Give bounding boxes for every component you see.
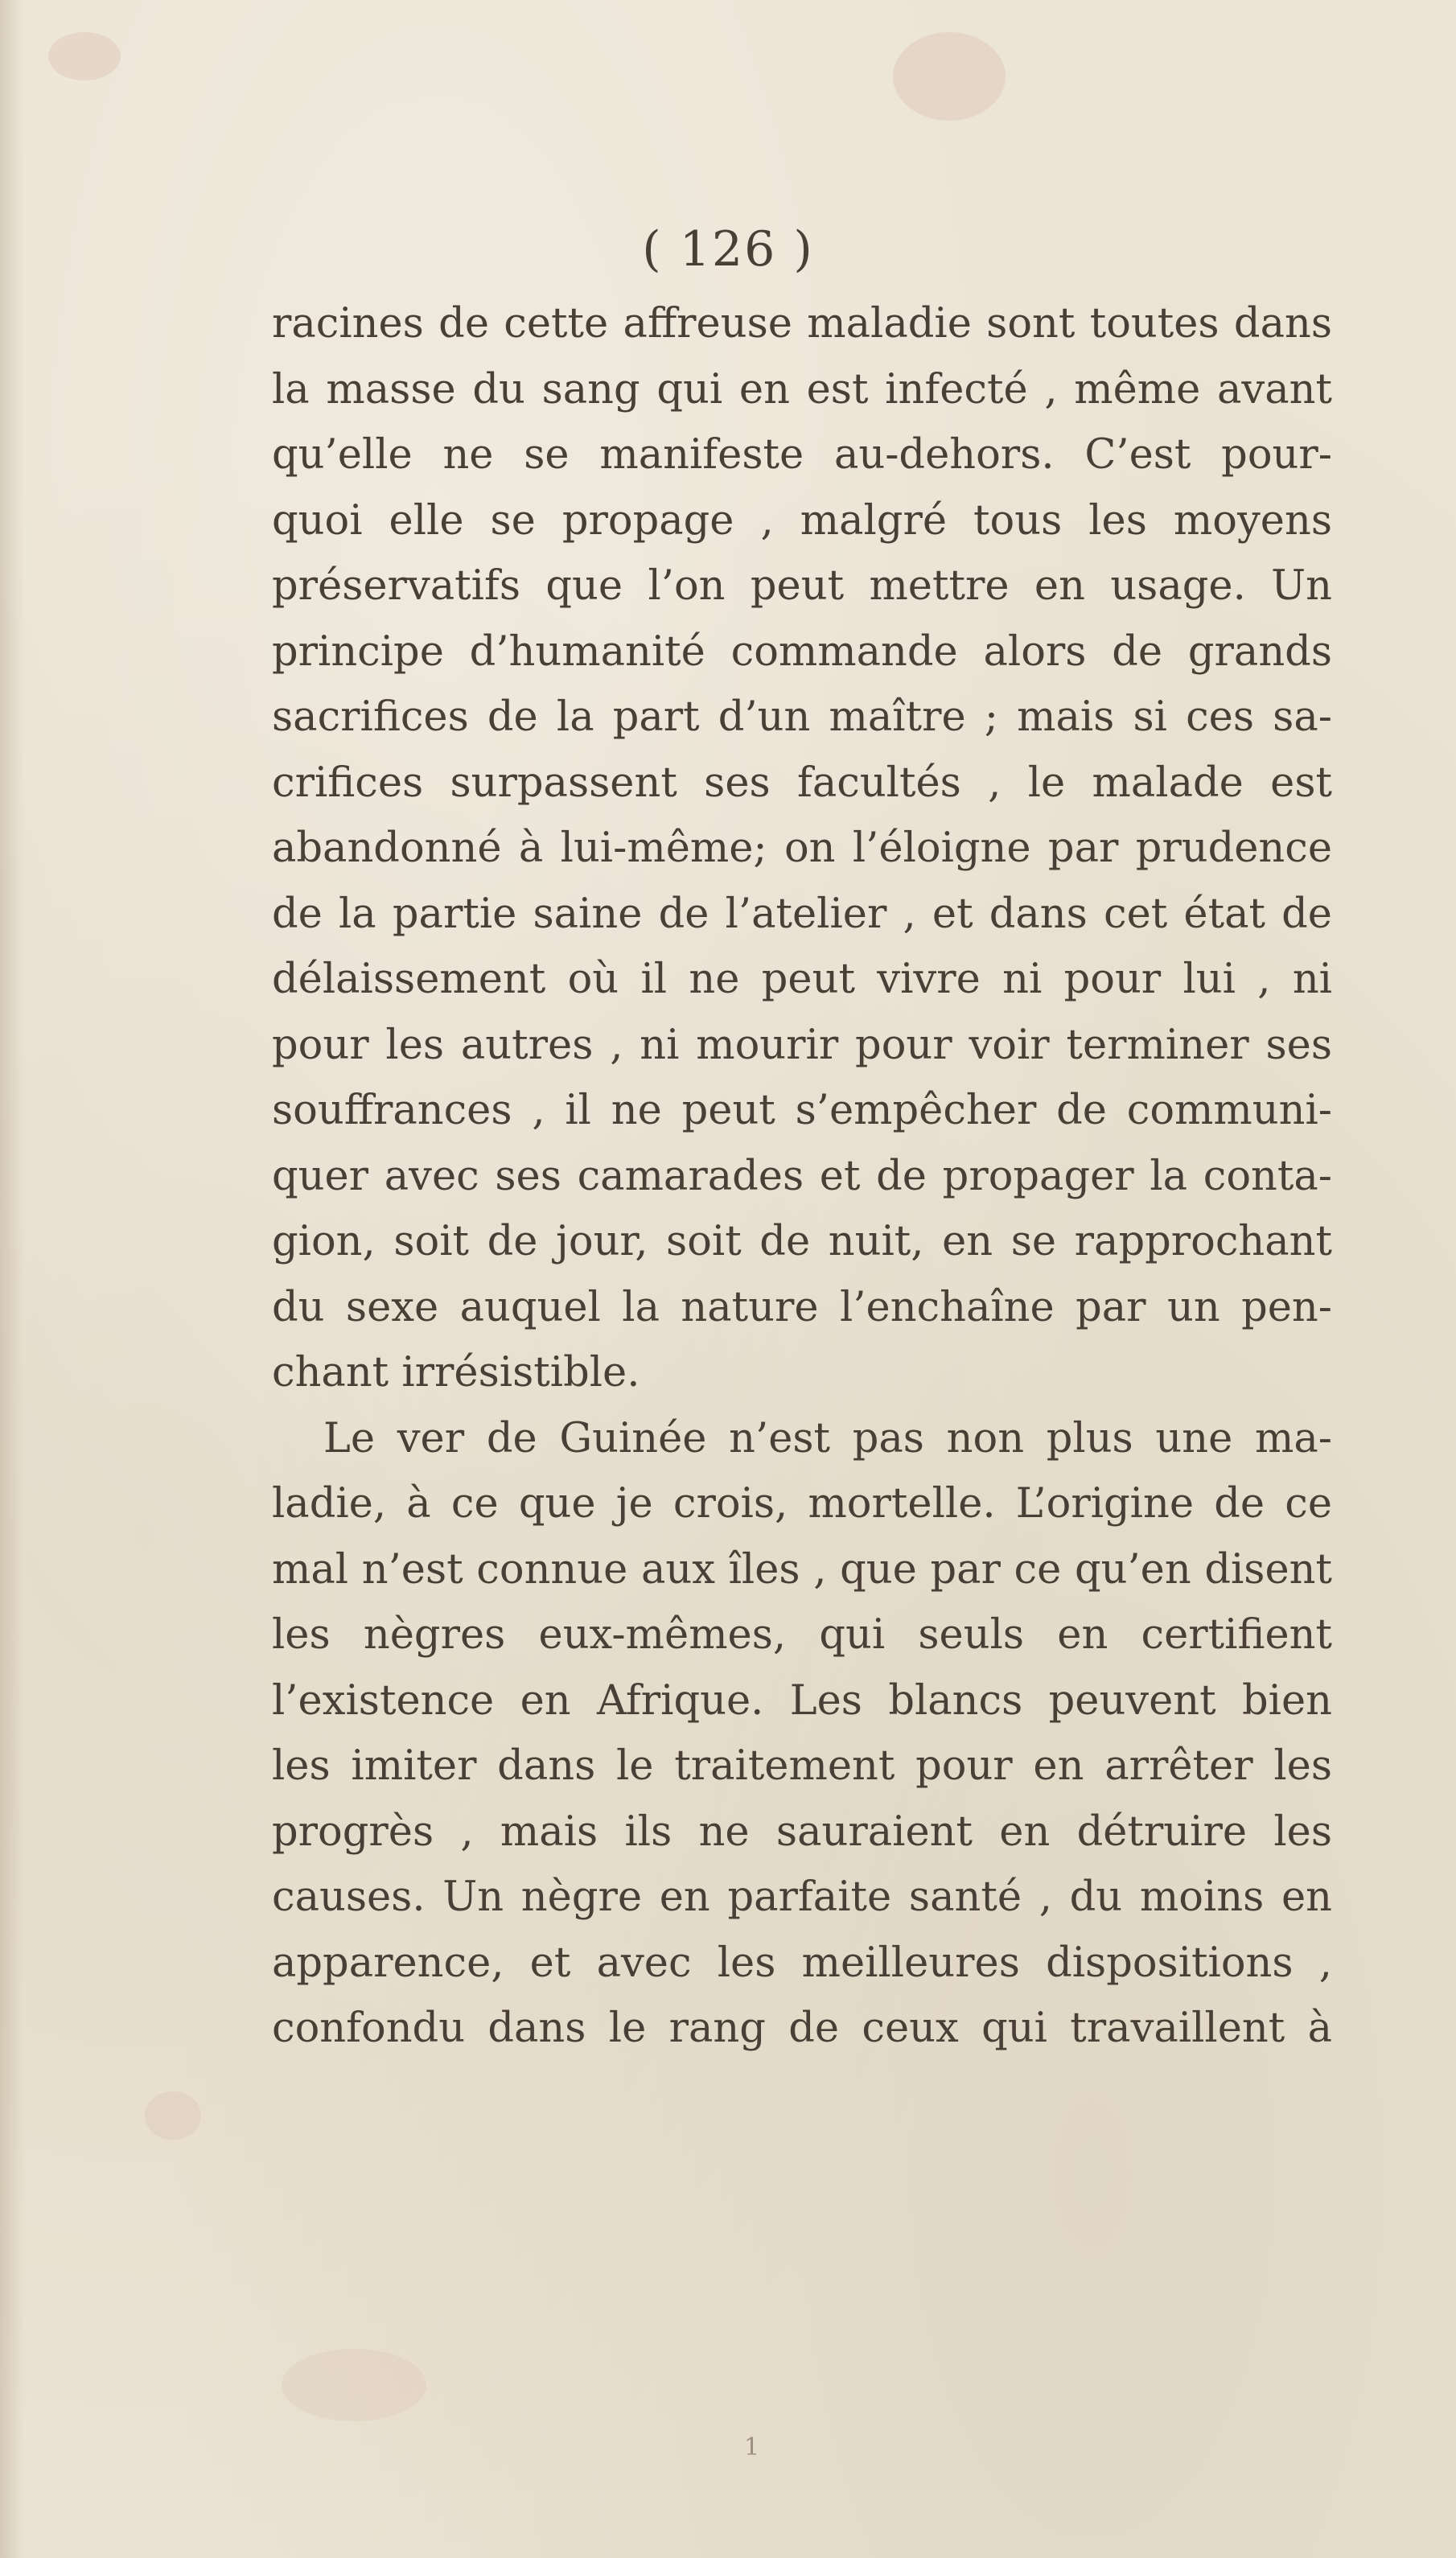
paragraph-1 <box>272 291 1332 1406</box>
text-line: chant irrésistible. <box>272 1349 640 1396</box>
text-line: de la partie saine de l’atelier , et dans cet état de <box>272 890 1332 938</box>
bottom-mark: 1 <box>744 2433 760 2461</box>
page-number: ( 126 ) <box>642 221 814 278</box>
text-line: Le ver de Guinée n’est pas non plus une ma- <box>323 1414 1332 1462</box>
text-line: principe d’humanité commande alors de grands <box>272 627 1332 676</box>
text-line: sacrifices de la part d’un maître ; mais si ces sa- <box>272 693 1332 741</box>
text-line: abandonné à lui-même; on l’éloigne par prudence <box>272 825 1332 872</box>
page-edge-shadow <box>0 0 24 2558</box>
text-line: les nègres eux-mêmes, qui seuls en certifient <box>272 1611 1332 1659</box>
text-line: ladie, à ce que je crois, mortelle. L’origine de ce <box>272 1480 1332 1528</box>
text-line: délaissement où il ne peut vivre ni pour lui , ni <box>272 956 1332 1003</box>
paper-stain <box>282 2349 426 2421</box>
paragraph-2 <box>272 1406 1332 2062</box>
text-line: gion, soit de jour, soit de nuit, en se rapprochant <box>272 1218 1332 1265</box>
text-line: la masse du sang qui en est infecté , même avant <box>272 365 1332 413</box>
text-line: les imiter dans le traitement pour en arrêter les <box>272 1742 1332 1790</box>
text-line: quer avec ses camarades et de propager la conta- <box>272 1152 1332 1200</box>
text-line: qu’elle ne se manifeste au-dehors. C’est pour- <box>272 431 1332 479</box>
text-line: quoi elle se propage , malgré tous les moyens <box>272 496 1332 545</box>
paper-stain <box>48 32 121 80</box>
text-line: mal n’est connue aux îles , que par ce qu’en disent <box>272 1545 1332 1594</box>
body-text <box>272 291 1332 2062</box>
text-line: du sexe auquel la nature l’enchaîne par un pen- <box>272 1283 1332 1331</box>
text-line: racines de cette affreuse maladie sont toutes dans <box>272 300 1332 348</box>
text-line: préservatifs que l’on peut mettre en usage. Un <box>272 562 1332 610</box>
text-line: crifices surpassent ses facultés , le malade est <box>272 759 1332 807</box>
text-line: pour les autres , ni mourir pour voir terminer ses <box>272 1021 1332 1069</box>
text-line: apparence, et avec les meilleures dispositions , <box>272 1939 1332 1987</box>
text-line: causes. Un nègre en parfaite santé , du moins en <box>272 1873 1332 1921</box>
text-line: confondu dans le rang de ceux qui travaillent à <box>272 2005 1332 2052</box>
text-line: souffrances , il ne peut s’empêcher de communi- <box>272 1087 1332 1134</box>
text-line: progrès , mais ils ne sauraient en détruire les <box>272 1807 1332 1856</box>
text-line: l’existence en Afrique. Les blancs peuvent bien <box>272 1676 1332 1725</box>
paper-stain <box>145 2091 201 2140</box>
paper-stain <box>893 32 1006 121</box>
